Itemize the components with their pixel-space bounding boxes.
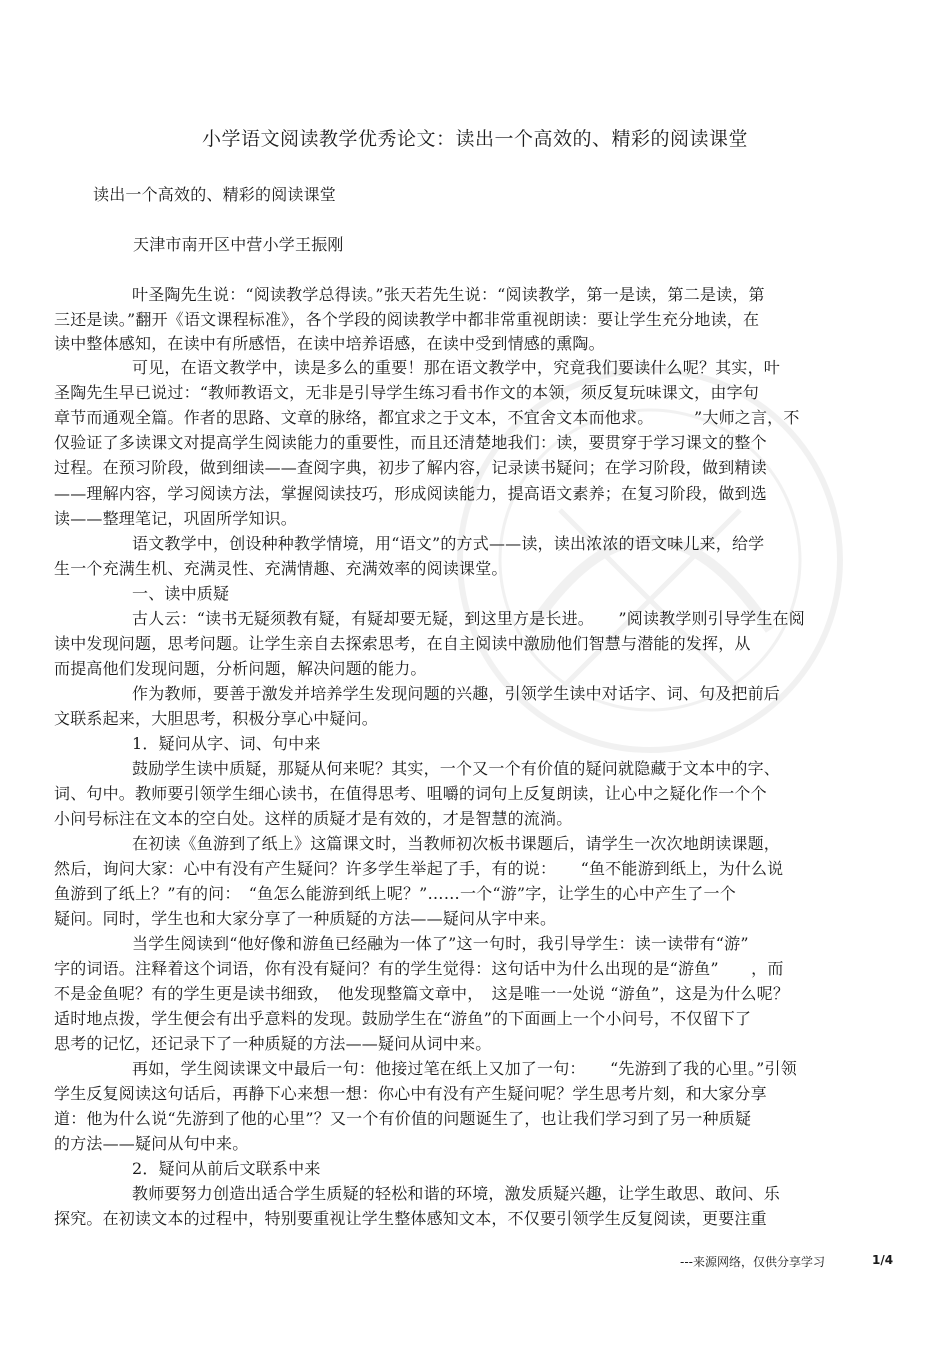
- footer-source-note: ---来源网络，仅供分享学习: [680, 1255, 825, 1269]
- paragraph-line: 道：他为什么说“先游到了他的心里”？又一个有价值的问题诞生了，也让我们学习到了另一种质疑: [54, 1109, 752, 1128]
- page-number: 1/4: [872, 1253, 894, 1267]
- subsection-heading: 1．疑问从字、词、句中来: [132, 734, 321, 753]
- paragraph-line: 可见，在语文教学中，读是多么的重要！那在语文教学中，究竟我们要读什么呢？其实，叶: [132, 358, 781, 377]
- paragraph-line: 疑问。同时，学生也和大家分享了一种质疑的方法——疑问从字中来。: [54, 909, 557, 928]
- paragraph-line: 鱼游到了纸上？”有的问： “鱼怎么能游到纸上呢？”……一个“游”字，让学生的心中产生了一个: [54, 884, 736, 903]
- paragraph-line: 过程。在预习阶段，做到细读——查阅字典，初步了解内容，记录读书疑问；在学习阶段，做到精读: [54, 458, 767, 477]
- paragraph-line: 读中发现问题，思考问题。让学生亲自去探索思考，在自主阅读中激励他们智慧与潜能的发挥，从: [54, 634, 751, 653]
- paragraph-line: ——理解内容，学习阅读方法，掌握阅读技巧，形成阅读能力，提高语文素养；在复习阶段，做到选: [54, 484, 767, 503]
- paragraph-line: 再如，学生阅读课文中最后一句：他接过笔在纸上又加了一句： “先游到了我的心里。”引领: [132, 1059, 797, 1078]
- paragraph-line: 的方法——疑问从句中来。: [54, 1134, 249, 1153]
- paragraph-line: 读——整理笔记，巩固所学知识。: [54, 509, 298, 528]
- paragraph-line: 读中整体感知，在读中有所感悟，在读中培养语感，在读中受到情感的熏陶。: [54, 334, 605, 353]
- paragraph-line: 语文教学中，创设种种教学情境，用“语文”的方式——读，读出浓浓的语文味儿来，给学: [132, 534, 765, 553]
- paragraph-line: 古人云：“读书无疑须教有疑，有疑却要无疑，到这里方是长进。 ”阅读教学则引导学生在阅: [132, 609, 805, 628]
- paragraph-line: 文联系起来，大胆思考，积极分享心中疑问。: [54, 709, 379, 728]
- paragraph-line: 在初读《鱼游到了纸上》这篇课文时，当教师初次板书课题后，请学生一次次地朗读课题，: [132, 834, 781, 853]
- paragraph-line: 圣陶先生早已说过：“教师教语文，无非是引导学生练习看书作文的本领，须反复玩味课文，由字句: [54, 383, 759, 402]
- paragraph-line: 学生反复阅读这句话后，再静下心来想一想：你心中有没有产生疑问呢？学生思考片刻，和大家分享: [54, 1084, 767, 1103]
- paragraph-line: 字的词语。注释着这个词语，你有没有疑问？有的学生觉得：这句话中为什么出现的是“游鱼” ，而: [54, 959, 784, 978]
- paragraph-line: 叶圣陶先生说：“阅读教学总得读。”张天若先生说：“阅读教学，第一是读，第二是读，第: [132, 285, 765, 304]
- subtitle-line: 读出一个高效的、精彩的阅读课堂: [93, 185, 337, 204]
- paragraph-line: 探究。在初读文本的过程中，特别要重视让学生整体感知文本，不仅要引领学生反复阅读，更要注重: [54, 1209, 767, 1228]
- paragraph-line: 章节而通观全篇。作者的思路、文章的脉络，都宜求之于文本，不宜舍文本而他求。 ”大师之言，不: [54, 408, 800, 427]
- paragraph-line: 当学生阅读到“他好像和游鱼已经融为一体了”这一句时，我引导学生：读一读带有“游”: [132, 934, 749, 953]
- paragraph-line: 而提高他们发现问题，分析问题，解决问题的能力。: [54, 659, 427, 678]
- section-heading: 一、读中质疑: [132, 584, 230, 603]
- paragraph-line: 教师要努力创造出适合学生质疑的轻松和谐的环境，激发质疑兴趣，让学生敢思、敢问、乐: [132, 1184, 781, 1203]
- author-line: 天津市南开区中营小学王振刚: [133, 235, 344, 254]
- paragraph-line: 作为教师，要善于激发并培养学生发现问题的兴趣，引领学生读中对话字、词、句及把前后: [132, 684, 781, 703]
- document-title: 小学语文阅读教学优秀论文：读出一个高效的、精彩的阅读课堂: [201, 128, 748, 150]
- paragraph-line: 仅验证了多读课文对提高学生阅读能力的重要性，而且还清楚地我们：读，要贯穿于学习课文的整个: [54, 433, 767, 452]
- subsection-heading: 2．疑问从前后文联系中来: [132, 1159, 321, 1178]
- paragraph-line: 三还是读。”翻开《语文课程标准》，各个学段的阅读教学中都非常重视朗读：要让学生充分地读，在: [54, 310, 760, 329]
- paragraph-line: 然后，询问大家：心中有没有产生疑问？许多学生举起了手，有的说： “鱼不能游到纸上，为什么说: [54, 859, 784, 878]
- paragraph-line: 适时地点拨，学生便会有出乎意料的发现。鼓励学生在“游鱼”的下面画上一个小问号，不仅留下了: [54, 1009, 752, 1028]
- paragraph-line: 不是金鱼呢？有的学生更是读书细致， 他发现整篇文章中， 这是唯一一处说 “游鱼”，这是为什么呢？: [54, 984, 790, 1003]
- paragraph-line: 小问号标注在文本的空白处。这样的质疑才是有效的，才是智慧的流淌。: [54, 809, 573, 828]
- paragraph-line: 思考的记忆，还记录下了一种质疑的方法——疑问从词中来。: [54, 1034, 492, 1053]
- paragraph-line: 鼓励学生读中质疑，那疑从何来呢？其实，一个又一个有价值的疑问就隐藏于文本中的字、: [132, 759, 781, 778]
- paragraph-line: 生一个充满生机、充满灵性、充满情趣、充满效率的阅读课堂。: [54, 559, 508, 578]
- paragraph-line: 词、句中。教师要引领学生细心读书，在值得思考、咀嚼的词句上反复朗读，让心中之疑化作一个个: [54, 784, 767, 803]
